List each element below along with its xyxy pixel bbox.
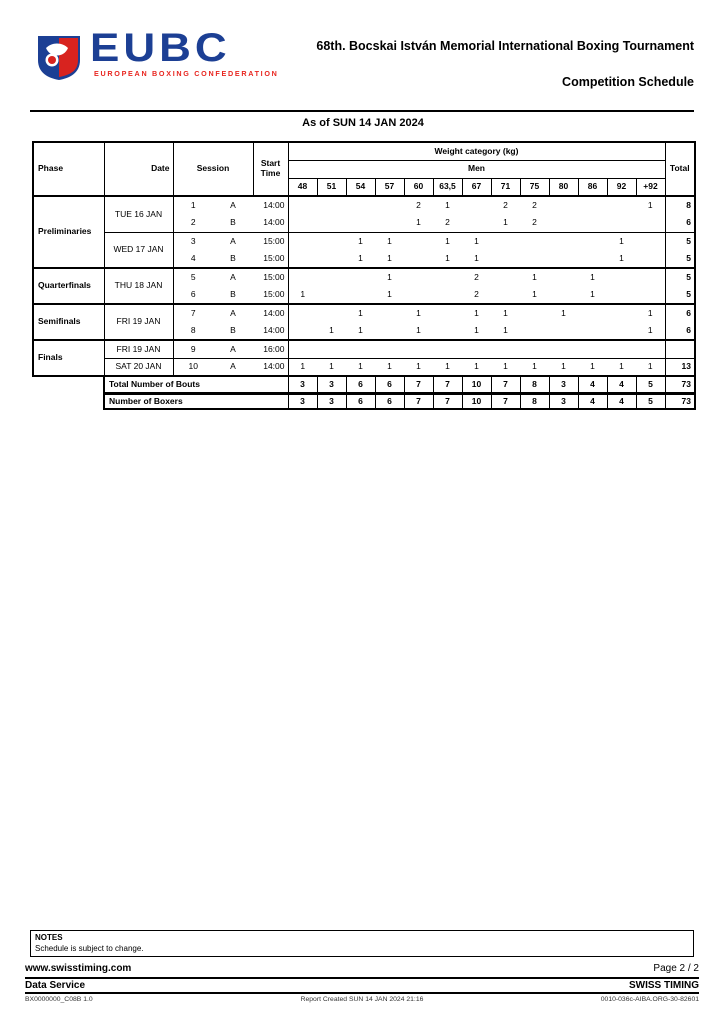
data-service-label: Data Service	[25, 980, 86, 991]
footer-rule-1	[25, 977, 699, 979]
page-number: Page 2 / 2	[653, 963, 699, 974]
col-header-session: Session	[173, 142, 253, 196]
notes-box	[30, 930, 694, 957]
notes-body: Schedule is subject to change.	[35, 944, 144, 953]
col-header-weight: 54	[346, 178, 375, 196]
col-header-weight: 60	[404, 178, 433, 196]
bout-count-cell: 1	[578, 358, 607, 376]
bout-count-cell: 1	[375, 268, 404, 286]
bout-count-cell	[404, 250, 433, 268]
session-number-cell: 4	[190, 252, 196, 263]
bout-count-cell: 1	[300, 288, 306, 299]
session-number-cell: 1	[173, 196, 213, 214]
bout-count-cell	[578, 196, 607, 214]
row-total-cell: 5	[665, 250, 695, 268]
bout-count-cell	[288, 214, 317, 232]
bout-count-cell	[607, 304, 636, 322]
bout-count-cell	[404, 268, 433, 286]
summary-value-cell: 7	[404, 377, 433, 393]
report-title: Competition Schedule	[562, 75, 694, 89]
bout-count-cell	[578, 250, 607, 268]
bout-count-cell	[404, 340, 433, 358]
session-ring-cell: A	[213, 358, 253, 376]
session-number-cell: 10	[173, 358, 213, 376]
date-cell: WED 17 JAN	[104, 232, 173, 268]
bout-count-cell: 1	[636, 358, 665, 376]
summary-value-cell: 6	[346, 377, 375, 393]
bout-count-cell: 1	[549, 304, 578, 322]
bout-count-cell	[607, 214, 636, 232]
col-header-weight: 75	[520, 178, 549, 196]
bout-count-cell: 1	[416, 324, 421, 335]
report-created: Report Created SUN 14 JAN 2024 21:16	[300, 996, 424, 1003]
summary-value-cell: 3	[288, 393, 317, 409]
bout-count-cell	[491, 340, 520, 358]
bout-count-cell	[607, 340, 636, 358]
bout-count-cell	[578, 322, 607, 340]
session-number-cell: 3	[173, 232, 213, 250]
col-header-weight: 57	[375, 178, 404, 196]
bout-count-cell	[636, 340, 665, 358]
summary-value-cell: 8	[520, 393, 549, 409]
swiss-timing-label: SWISS TIMING	[629, 980, 699, 991]
col-header-weight: 86	[578, 178, 607, 196]
start-time-cell: 14:00	[253, 196, 288, 214]
start-time-cell: 14:00	[253, 358, 288, 376]
col-header-weight: 71	[491, 178, 520, 196]
bout-count-cell: 1	[404, 304, 433, 322]
bout-count-cell: 1	[636, 304, 665, 322]
session-ring-cell: A	[213, 268, 253, 286]
session-number-cell: 5	[173, 268, 213, 286]
bout-count-cell	[375, 214, 404, 232]
bout-count-cell	[549, 250, 578, 268]
bout-count-cell: 1	[503, 324, 508, 335]
summary-value-cell: 3	[549, 393, 578, 409]
summary-label: Total Number of Bouts	[104, 377, 288, 393]
summary-total-cell: 73	[665, 393, 695, 409]
bout-count-cell: 1	[636, 196, 665, 214]
bout-count-cell: 1	[358, 324, 363, 335]
bout-count-cell: 1	[317, 358, 346, 376]
date-cell: FRI 19 JAN	[104, 304, 173, 340]
bout-count-cell: 1	[404, 358, 433, 376]
bout-count-cell: 1	[288, 358, 317, 376]
row-total-cell: 6	[665, 214, 695, 232]
start-time-cell: 15:00	[253, 250, 288, 268]
summary-value-cell: 3	[317, 377, 346, 393]
summary-value-cell: 6	[346, 393, 375, 409]
bout-count-cell: 2	[532, 217, 537, 228]
bout-count-cell	[520, 304, 549, 322]
date-cell: THU 18 JAN	[104, 268, 173, 304]
bout-count-cell: 1	[607, 358, 636, 376]
bout-count-cell	[462, 340, 491, 358]
footer-row-website	[25, 963, 699, 974]
bout-count-cell	[433, 286, 462, 304]
summary-value-cell: 4	[607, 377, 636, 393]
summary-value-cell: 6	[375, 377, 404, 393]
bout-count-cell	[520, 322, 549, 340]
session-ring-cell: A	[213, 340, 253, 358]
bout-count-cell	[578, 214, 607, 232]
col-header-weight: 80	[549, 178, 578, 196]
bout-count-cell: 1	[578, 268, 607, 286]
website-text: www.swisstiming.com	[25, 963, 132, 974]
bout-count-cell: 2	[474, 288, 479, 299]
eubc-shield-icon	[36, 34, 82, 87]
col-header-men: Men	[288, 160, 665, 178]
summary-total-cell: 73	[665, 377, 695, 393]
summary-value-cell: 10	[462, 393, 491, 409]
bout-count-cell: 2	[520, 196, 549, 214]
bout-count-cell	[433, 322, 462, 340]
bout-count-cell: 1	[387, 252, 392, 263]
col-header-start-time: Start Time	[253, 142, 288, 196]
bout-count-cell	[578, 304, 607, 322]
bout-count-cell: 2	[491, 196, 520, 214]
bout-count-cell	[317, 304, 346, 322]
bout-count-cell	[549, 232, 578, 250]
bout-count-cell: 1	[462, 358, 491, 376]
session-ring-cell: B	[230, 288, 236, 299]
tournament-title: 68th. Bocskai István Memorial International Boxing Tournament	[316, 39, 694, 53]
bout-count-cell: 1	[549, 358, 578, 376]
start-time-cell: 15:00	[253, 268, 288, 286]
col-header-weight: +92	[636, 178, 665, 196]
bout-count-cell: 1	[503, 217, 508, 228]
summary-value-cell: 4	[578, 393, 607, 409]
bout-count-cell	[375, 196, 404, 214]
bout-count-cell	[317, 250, 346, 268]
session-number-cell: 8	[190, 324, 196, 335]
bout-count-cell: 1	[491, 304, 520, 322]
notes-title: NOTES	[35, 933, 63, 942]
row-total-cell: 6	[665, 304, 695, 322]
summary-value-cell: 5	[636, 393, 665, 409]
bout-count-cell	[433, 340, 462, 358]
bout-count-cell	[636, 268, 665, 286]
summary-value-cell: 6	[375, 393, 404, 409]
bout-count-cell	[375, 304, 404, 322]
bout-count-cell	[462, 214, 491, 232]
row-total-cell	[665, 340, 695, 358]
bout-count-cell: 2	[404, 196, 433, 214]
session-number-cell: 9	[173, 340, 213, 358]
row-total-cell: 5	[665, 268, 695, 286]
bout-count-cell	[288, 322, 317, 340]
session-ring-cell: B	[230, 217, 236, 228]
schedule-table	[32, 141, 696, 377]
phase-cell: Finals	[33, 340, 104, 376]
bout-count-cell	[607, 286, 636, 304]
start-time-cell: 14:00	[253, 214, 288, 232]
col-header-date: Date	[104, 142, 173, 196]
bout-count-cell	[491, 250, 520, 268]
bout-count-cell	[549, 268, 578, 286]
bout-count-cell	[288, 340, 317, 358]
bout-count-cell	[317, 268, 346, 286]
as-of-line: As of SUN 14 JAN 2024	[302, 117, 424, 129]
bout-count-cell: 1	[375, 358, 404, 376]
summary-value-cell: 3	[317, 393, 346, 409]
bout-count-cell: 1	[491, 358, 520, 376]
col-header-phase: Phase	[33, 142, 104, 196]
bout-count-cell: 1	[462, 304, 491, 322]
phase-cell: Preliminaries	[33, 196, 104, 268]
bout-count-cell: 2	[445, 217, 450, 228]
session-number-cell: 7	[173, 304, 213, 322]
bout-count-cell: 1	[619, 252, 624, 263]
session-ring-cell: B	[230, 252, 236, 263]
bout-count-cell	[346, 196, 375, 214]
date-cell: SAT 20 JAN	[104, 358, 173, 376]
bout-count-cell	[607, 322, 636, 340]
bout-count-cell: 1	[375, 232, 404, 250]
bout-count-cell	[433, 268, 462, 286]
bout-count-cell	[317, 214, 346, 232]
header	[30, 26, 694, 108]
summary-value-cell: 4	[607, 393, 636, 409]
summary-value-cell: 4	[578, 377, 607, 393]
bout-count-cell	[433, 304, 462, 322]
bout-count-cell	[288, 268, 317, 286]
bout-count-cell	[636, 214, 665, 232]
row-total-cell: 8	[665, 196, 695, 214]
row-total-cell: 6	[665, 322, 695, 340]
schedule-area	[32, 141, 696, 410]
bout-count-cell	[346, 286, 375, 304]
summary-value-cell: 10	[462, 377, 491, 393]
bout-count-cell	[578, 340, 607, 358]
col-header-weight: 63,5	[433, 178, 462, 196]
date-cell: TUE 16 JAN	[104, 196, 173, 232]
bout-count-cell	[288, 196, 317, 214]
session-ring-cell: A	[213, 304, 253, 322]
row-total-cell: 5	[665, 232, 695, 250]
bout-count-cell: 1	[433, 358, 462, 376]
bout-count-cell	[549, 340, 578, 358]
bout-count-cell	[636, 286, 665, 304]
bout-count-cell	[375, 340, 404, 358]
bout-count-cell	[607, 268, 636, 286]
bout-count-cell	[491, 286, 520, 304]
session-number-cell: 6	[190, 288, 196, 299]
bout-count-cell: 1	[474, 324, 479, 335]
bout-count-cell: 1	[520, 268, 549, 286]
footer-row-brand	[25, 980, 699, 991]
bout-count-cell	[288, 250, 317, 268]
bout-count-cell	[549, 286, 578, 304]
bout-count-cell: 1	[329, 324, 334, 335]
bout-count-cell	[346, 340, 375, 358]
bout-count-cell	[288, 304, 317, 322]
summary-value-cell: 8	[520, 377, 549, 393]
bout-count-cell	[375, 322, 404, 340]
session-ring-cell: A	[213, 196, 253, 214]
bout-count-cell	[636, 232, 665, 250]
summary-value-cell: 7	[491, 377, 520, 393]
bout-count-cell	[462, 196, 491, 214]
footer-rule-2	[25, 992, 699, 994]
bout-count-cell: 1	[387, 288, 392, 299]
bout-count-cell	[491, 268, 520, 286]
session-number-cell: 2	[190, 217, 196, 228]
bout-count-cell: 1	[520, 358, 549, 376]
bout-count-cell: 1	[358, 252, 363, 263]
bout-count-cell	[346, 268, 375, 286]
bout-count-cell	[607, 196, 636, 214]
bout-count-cell: 1	[416, 217, 421, 228]
bout-count-cell	[549, 322, 578, 340]
summary-value-cell: 5	[636, 377, 665, 393]
phase-cell: Semifinals	[33, 304, 104, 340]
bout-count-cell: 1	[445, 252, 450, 263]
bout-count-cell	[317, 196, 346, 214]
logo-subtext: EUROPEAN BOXING CONFEDERATION	[94, 69, 279, 78]
summary-label: Number of Boxers	[104, 393, 288, 409]
bout-count-cell	[636, 250, 665, 268]
ref-code: 0010-036c-AIBA.ORG-30-82601	[600, 996, 699, 1003]
summary-value-cell: 7	[404, 393, 433, 409]
bout-count-cell	[549, 196, 578, 214]
logo-text: EUBC	[90, 26, 231, 71]
summary-value-cell: 7	[433, 377, 462, 393]
session-ring-cell: A	[213, 232, 253, 250]
col-header-weight: 92	[607, 178, 636, 196]
bout-count-cell: 1	[590, 288, 595, 299]
start-time-cell: 14:00	[253, 304, 288, 322]
row-total-cell: 5	[665, 286, 695, 304]
bout-count-cell: 1	[433, 232, 462, 250]
bout-count-cell	[491, 232, 520, 250]
summary-value-cell: 7	[491, 393, 520, 409]
bout-count-cell	[404, 232, 433, 250]
bout-count-cell: 1	[532, 288, 537, 299]
bout-count-cell: 2	[462, 268, 491, 286]
doc-code: BX0000000_C08B 1.0	[25, 996, 93, 1003]
bout-count-cell: 1	[346, 358, 375, 376]
bout-count-cell	[549, 214, 578, 232]
bout-count-cell	[317, 232, 346, 250]
bout-count-cell	[317, 286, 346, 304]
col-header-weight: 48	[288, 178, 317, 196]
bout-count-cell	[346, 214, 375, 232]
bout-count-cell: 1	[346, 304, 375, 322]
bout-count-cell: 1	[474, 252, 479, 263]
bout-count-cell: 1	[647, 324, 653, 335]
col-header-total: Total	[665, 142, 695, 196]
date-cell: FRI 19 JAN	[104, 340, 173, 358]
footer-row-codes	[25, 996, 699, 1006]
phase-cell: Quarterfinals	[33, 268, 104, 304]
bout-count-cell	[317, 340, 346, 358]
header-rule	[30, 110, 694, 112]
summary-value-cell: 7	[433, 393, 462, 409]
summary-table	[103, 377, 696, 410]
bout-count-cell	[404, 286, 433, 304]
bout-count-cell	[288, 232, 317, 250]
start-time-cell: 14:00	[253, 322, 288, 340]
bout-count-cell	[520, 250, 549, 268]
session-ring-cell: B	[230, 324, 236, 335]
row-total-cell: 13	[665, 358, 695, 376]
bout-count-cell: 1	[433, 196, 462, 214]
bout-count-cell: 1	[462, 232, 491, 250]
start-time-cell: 15:00	[253, 232, 288, 250]
bout-count-cell	[520, 232, 549, 250]
col-header-weight: 67	[462, 178, 491, 196]
start-time-cell: 16:00	[253, 340, 288, 358]
start-time-cell: 15:00	[253, 286, 288, 304]
col-header-weight: 51	[317, 178, 346, 196]
eubc-logo	[36, 26, 296, 86]
bout-count-cell: 1	[607, 232, 636, 250]
bout-count-cell: 1	[346, 232, 375, 250]
summary-value-cell: 3	[288, 377, 317, 393]
col-header-weight-category: Weight category (kg)	[288, 142, 665, 160]
bout-count-cell	[578, 232, 607, 250]
bout-count-cell	[520, 340, 549, 358]
summary-value-cell: 3	[549, 377, 578, 393]
